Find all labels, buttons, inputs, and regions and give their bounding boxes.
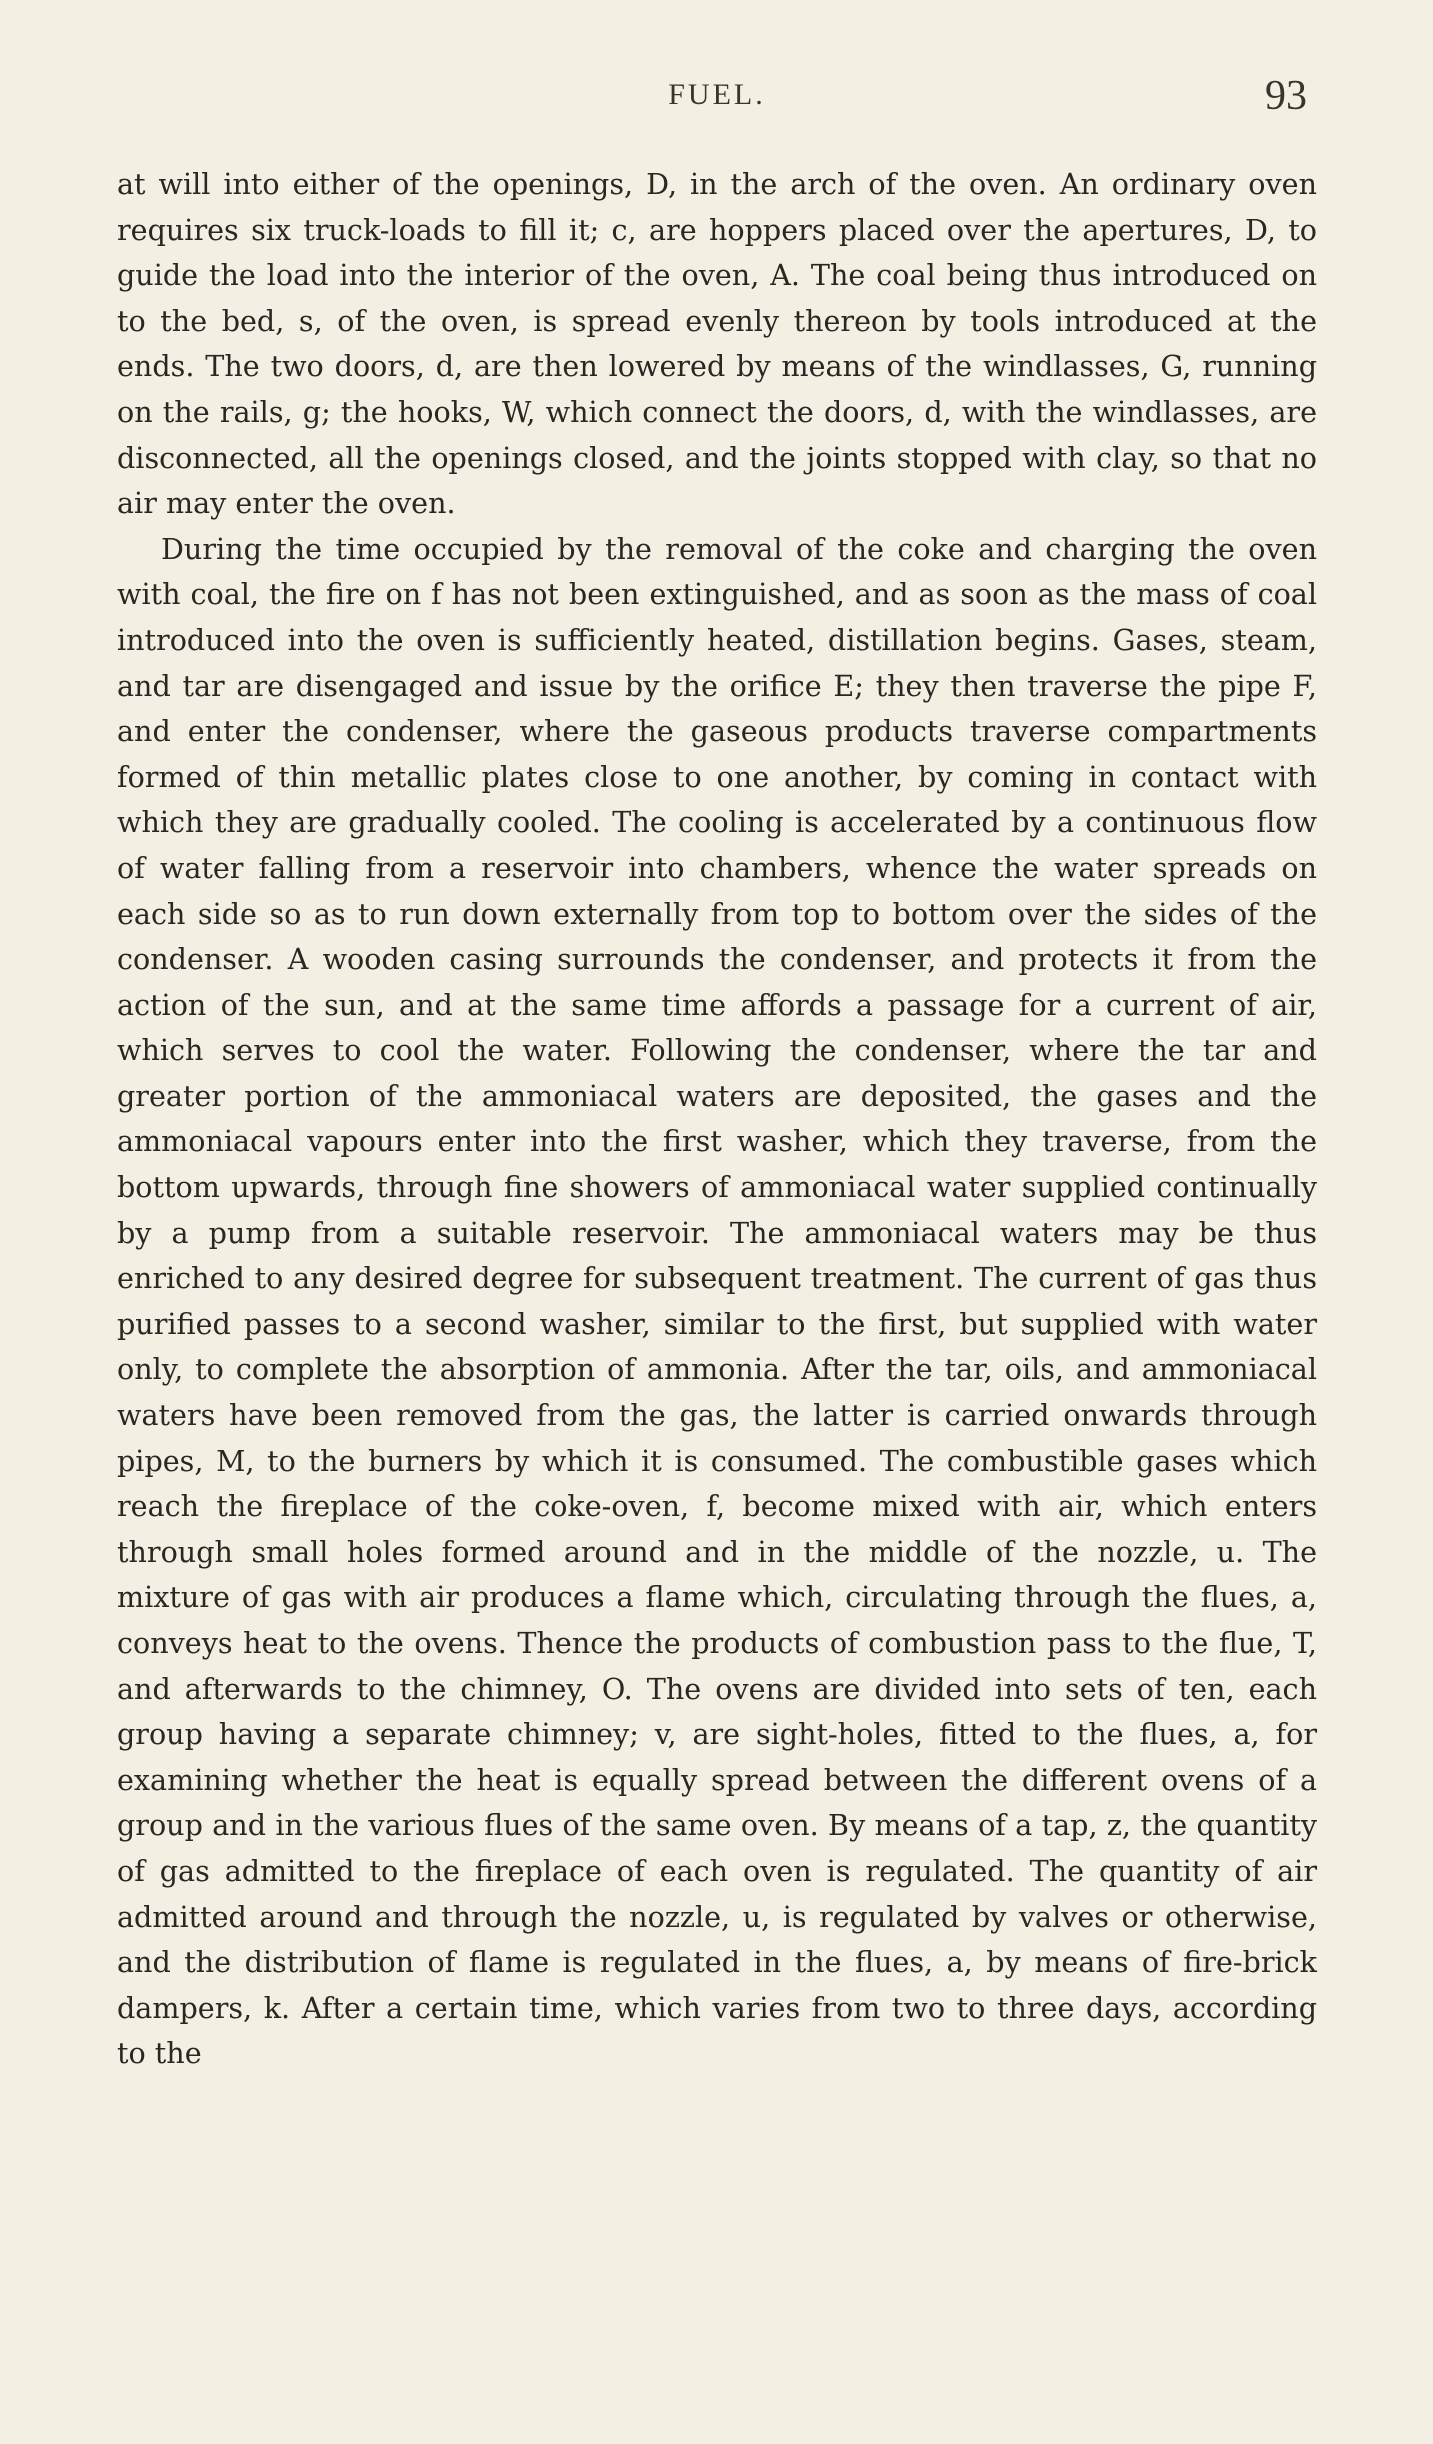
- paragraph-distillation: During the time occupied by the removal of the coke and charging the oven with coal, the fire on f has not been extinguished, and as soon as the mass of coal introduced into the oven is sufficiently heated, distillation begins. Gases, steam, and tar are disengaged and issue by the orifice E; they then traverse the pipe F, and enter the condenser, where the gaseous products traverse compartments formed of thin metallic plates close to one another, by coming in contact with which they are gradually cooled. The cooling is accelerated by a continuous flow of water falling from a reservoir into chambers, whence the water spreads on each side so as to run down externally from top to bottom over the sides of the condenser. A wooden casing surrounds the condenser, and protects it from the action of the sun, and at the same time affords a passage for a current of air, which serves to cool the water. Following the condenser, where the tar and greater portion of the ammoniacal waters are deposited, the gases and the ammoniacal vapours enter into the first washer, which they traverse, from the bottom upwards, through fine showers of ammoniacal water supplied continually by a pump from a suitable reservoir. The ammoniacal waters may be thus enriched to any desired degree for subsequent treatment. The current of gas thus purified passes to a second washer, similar to the first, but supplied with water only, to complete the absorption of ammonia. After the tar, oils, and ammoniacal waters have been removed from the gas, the latter is carried onwards through pipes, M, to the burners by which it is consumed. The combustible gases which reach the fireplace of the coke-oven, f, become mixed with air, which enters through small holes formed around and in the middle of the nozzle, u. The mixture of gas with air produces a flame which, circulating through the flues, a, conveys heat to the ovens. Thence the products of combustion pass to the flue, T, and afterwards to the chimney, O. The ovens are divided into sets of ten, each group having a separate chimney; v, are sight-holes, fitted to the flues, a, for examining whether the heat is equally spread between the different ovens of a group and in the various flues of the same oven. By means of a tap, z, the quantity of gas admitted to the fireplace of each oven is regulated. The quantity of air admitted around and through the nozzle, u, is regulated by valves or otherwise, and the distribution of flame is regulated in the flues, a, by means of fire-brick dampers, k. After a certain time, which varies from two to three days, according to the: [117, 531, 1317, 2071]
- paragraph-continued: at will into either of the openings, D, in the arch of the oven. An ordinary oven requires six truck-loads to fill it; c, are hoppers placed over the apertures, D, to guide the load into the interior of the oven, A. The coal being thus introduced on to the bed, s, of the oven, is spread evenly thereon by tools introduced at the ends. The two doors, d, are then lowered by means of the windlasses, G, running on the rails, g; the hooks, W, which connect the doors, d, with the windlasses, are disconnected, all the openings closed, and the joints stopped with clay, so that no air may enter the oven.: [117, 167, 1317, 521]
- body-text: [117, 162, 1317, 2077]
- running-head: FUEL.: [668, 78, 766, 111]
- page-header: [117, 73, 1317, 138]
- page-number: 93: [1265, 73, 1307, 119]
